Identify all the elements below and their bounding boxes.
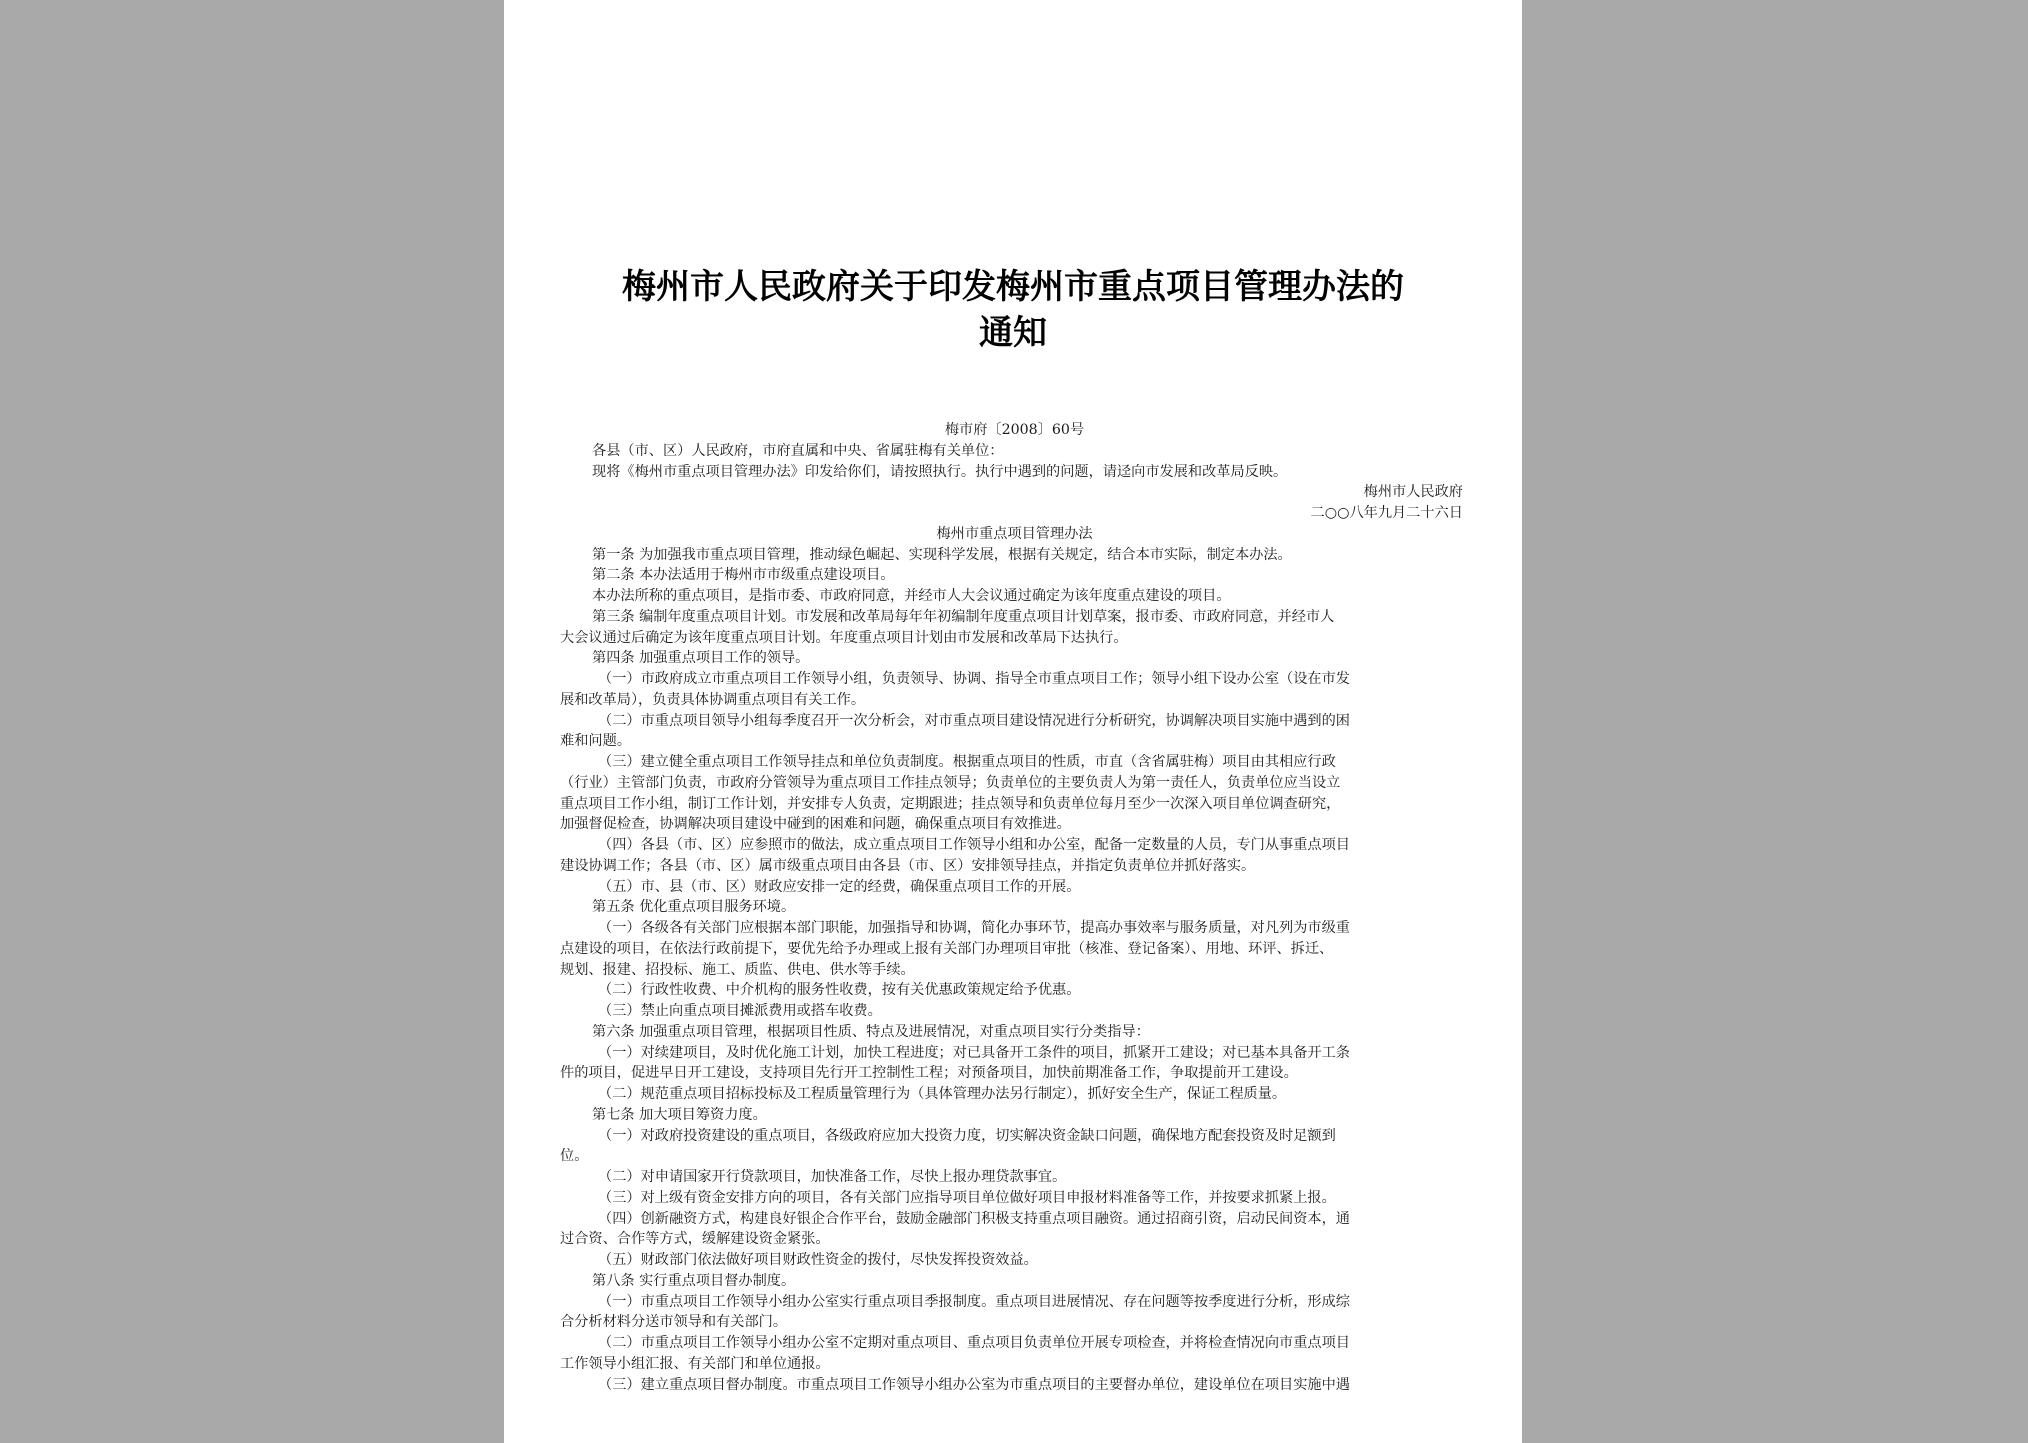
document-title-line-2: 通知 xyxy=(979,313,1047,353)
issue-date: 二○○八年九月二十六日 xyxy=(1310,505,1463,521)
text-line: （二）对申请国家开行贷款项目，加快准备工作，尽快上报办理贷款事宜。 xyxy=(598,1169,1067,1185)
text-line: （三）建立重点项目督办制度。市重点项目工作领导小组办公室为市重点项目的主要督办单位，建设单位在项目实施中遇 xyxy=(598,1376,1350,1393)
text-line: （一）各级各有关部门应根据本部门职能，加强指导和协调，简化办事环节，提高办事效率与服务质量，对凡列为市级重 xyxy=(598,920,1350,936)
issuer: 梅州市人民政府 xyxy=(1363,484,1463,501)
text-line: （五）财政部门依法做好项目财政性资金的拨付，尽快发挥投资效益。 xyxy=(598,1252,1038,1268)
text-line: 规划、报建、招投标、施工、质监、供电、供水等手续。 xyxy=(560,961,915,978)
text-line: 第七条 加大项目筹资力度。 xyxy=(592,1106,767,1123)
text-line: （三）建立健全重点项目工作领导挂点和单位负责制度。根据重点项目的性质，市直（含省属驻梅）项目由其相应行政 xyxy=(598,754,1336,770)
text-line: 难和问题。 xyxy=(560,733,631,750)
text-line: （二）规范重点项目招标投标及工程质量管理行为（具体管理办法另行制定），抓好安全生产，保证工程质量。 xyxy=(598,1086,1287,1102)
attachment-title: 梅州市重点项目管理办法 xyxy=(936,525,1093,542)
text-line: 第五条 优化重点项目服务环境。 xyxy=(592,899,796,916)
text-line: 重点项目工作小组，制订工作计划，并安排专人负责，定期跟进；挂点领导和负责单位每月至少一次深入项目单位调查研究， xyxy=(560,795,1341,812)
text-line: （三）对上级有资金安排方向的项目，各有关部门应指导项目单位做好项目申报材料准备等工作，并按要求抓紧上报。 xyxy=(598,1189,1336,1206)
text-line: 第六条 加强重点项目管理，根据项目性质、特点及进展情况，对重点项目实行分类指导： xyxy=(592,1023,1150,1040)
text-line: 点建设的项目，在依法行政前提下，要优先给予办理或上报有关部门办理项目审批（核准、登记备案）、用地、环评、拆迁、 xyxy=(560,940,1334,957)
text-line: （一）对政府投资建设的重点项目，各级政府应加大投资力度，切实解决资金缺口问题，确保地方配套投资及时足额到 xyxy=(598,1127,1336,1144)
intro-paragraph: 现将《梅州市重点项目管理办法》印发给你们，请按照执行。执行中遇到的问题，请迳向市发展和改革局反映。 xyxy=(592,463,1288,480)
text-line: （五）市、县（市、区）财政应安排一定的经费，确保重点项目工作的开展。 xyxy=(598,878,1081,895)
document-number: 梅市府〔2008〕60号 xyxy=(944,422,1085,438)
text-line: 建设协调工作；各县（市、区）属市级重点项目由各县（市、区）安排领导挂点，并指定负责单位并抓好落实。 xyxy=(560,857,1256,874)
text-line: （二）市重点项目工作领导小组办公室不定期对重点项目、重点项目负责单位开展专项检查，并将检查情况向市重点项目 xyxy=(598,1335,1350,1351)
document-page xyxy=(504,0,1522,1443)
text-line: 件的项目，促进早日开工建设，支持项目先行开工控制性工程；对预备项目，加快前期准备工作，争取提前开工建设。 xyxy=(560,1065,1298,1082)
addressee: 各县（市、区）人民政府，市府直属和中央、省属驻梅有关单位： xyxy=(592,442,1004,459)
text-line: （二）市重点项目领导小组每季度召开一次分析会，对市重点项目建设情况进行分析研究，协调解决项目实施中遇到的困 xyxy=(598,712,1350,729)
text-line: （行业）主管部门负责，市政府分管领导为重点项目工作挂点领导；负责单位的主要负责人为第一责任人，负责单位应当设立 xyxy=(560,774,1341,791)
text-line: 大会议通过后确定为该年度重点项目计划。年度重点项目计划由市发展和改革局下达执行。 xyxy=(560,629,1128,646)
text-line: （四）创新融资方式，构建良好银企合作平台，鼓励金融部门积极支持重点项目融资。通过招商引资，启动民间资本，通 xyxy=(598,1210,1350,1227)
text-line: 工作领导小组汇报、有关部门和单位通报。 xyxy=(560,1355,830,1372)
text-line: 第四条 加强重点项目工作的领导。 xyxy=(592,650,810,667)
text-line: 第八条 实行重点项目督办制度。 xyxy=(592,1272,796,1289)
text-line: （一）市政府成立市重点项目工作领导小组，负责领导、协调、指导全市重点项目工作；领导小组下设办公室（设在市发 xyxy=(598,671,1350,687)
text-line: 第二条 本办法适用于梅州市市级重点建设项目。 xyxy=(592,567,895,584)
text-line: 合分析材料分送市领导和有关部门。 xyxy=(560,1314,788,1331)
text-line: 加强督促检查，协调解决项目建设中碰到的困难和问题，确保重点项目有效推进。 xyxy=(560,816,1071,833)
text-line: （一）市重点项目工作领导小组办公室实行重点项目季报制度。重点项目进展情况、存在问题等按季度进行分析，形成综 xyxy=(598,1293,1350,1310)
article-text xyxy=(560,545,1469,1396)
text-line: 第一条 为加强我市重点项目管理，推动绿色崛起、实现科学发展，根据有关规定，结合本市实际，制定本办法。 xyxy=(592,546,1292,563)
text-line: （三）禁止向重点项目摊派费用或搭车收费。 xyxy=(598,1003,882,1019)
text-line: （一）对续建项目，及时优化施工计划，加快工程进度；对已具备开工条件的项目，抓紧开工建设；对已基本具备开工条 xyxy=(598,1044,1350,1061)
text-line: 第三条 编制年度重点项目计划。市发展和改革局每年年初编制年度重点项目计划草案，报市委、市政府同意，并经市人 xyxy=(592,608,1335,625)
text-line: 过合资、合作等方式，缓解建设资金紧张。 xyxy=(560,1231,830,1248)
document-body xyxy=(560,420,1469,1395)
text-line: （二）行政性收费、中介机构的服务性收费，按有关优惠政策规定给予优惠。 xyxy=(598,982,1081,999)
text-line: （四）各县（市、区）应参照市的做法，成立重点项目工作领导小组和办公室，配备一定数量的人员，专门从事重点项目 xyxy=(598,837,1350,853)
text-line: 位。 xyxy=(560,1148,589,1165)
text-line: 展和改革局），负责具体协调重点项目有关工作。 xyxy=(560,691,866,708)
text-line: 本办法所称的重点项目，是指市委、市政府同意，并经市人大会议通过确定为该年度重点建设的项目。 xyxy=(592,588,1231,604)
document-title-line-1: 梅州市人民政府关于印发梅州市重点项目管理办法的 xyxy=(622,267,1404,307)
